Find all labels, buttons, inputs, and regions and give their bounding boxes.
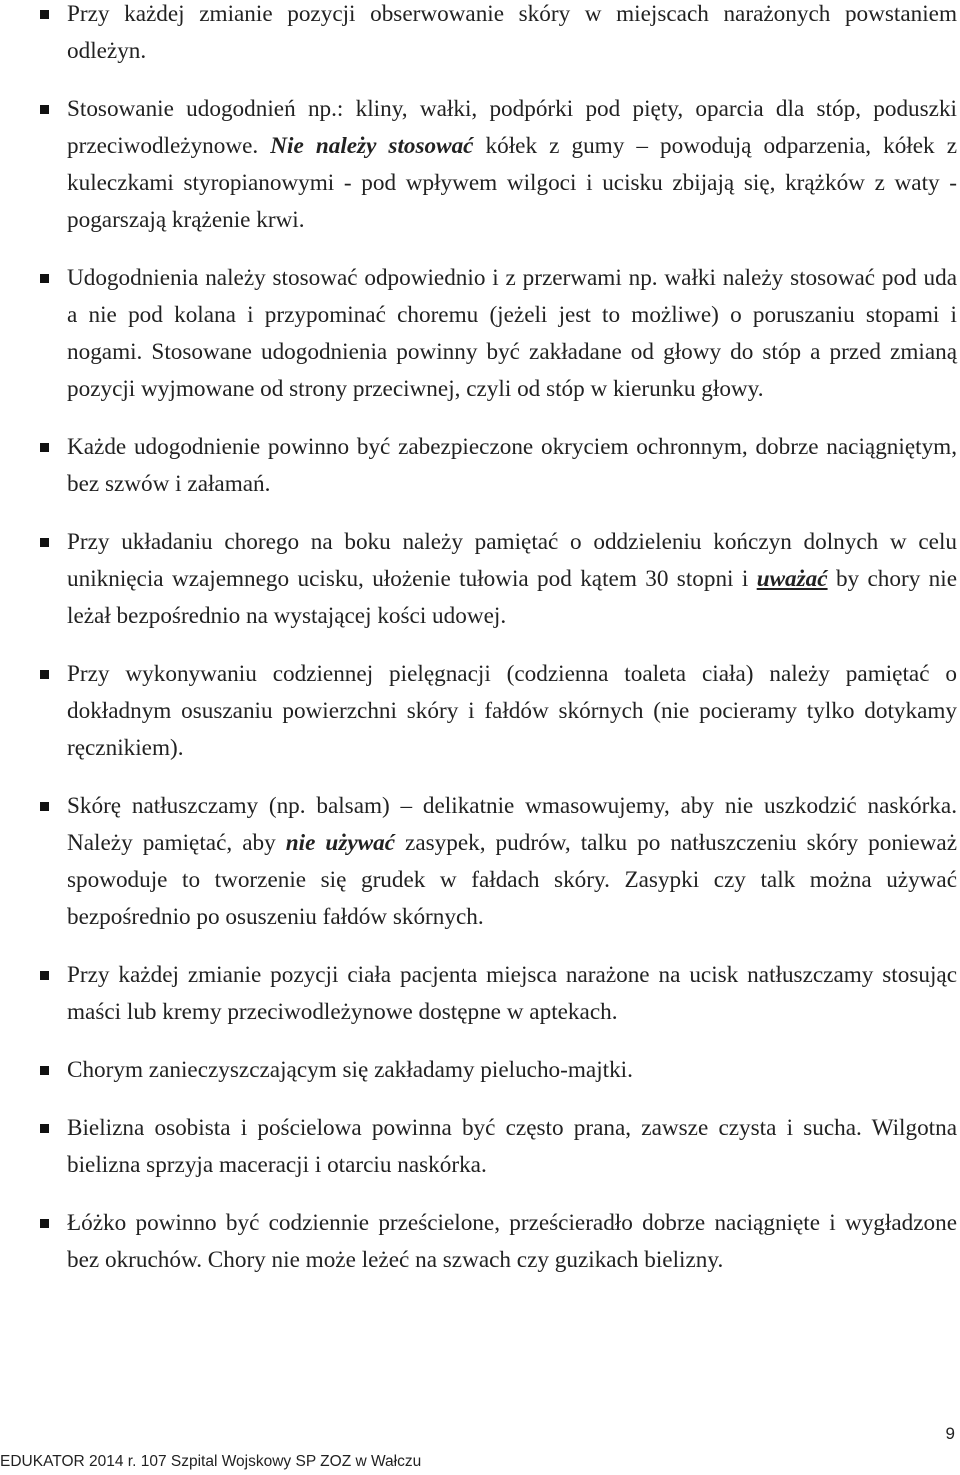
item-text: zasypek, pudrów, talku po natłuszczeniu skóry ponieważ spowoduje to tworzenie się grudek w fałdach skóry. Zasypki czy talk można używać bezpośrednio po osuszeniu fałdów skórnych. (67, 830, 957, 930)
item-text: Skórę natłuszczamy (np. balsam) – delikatnie wmasowujemy, aby nie uszkodzić naskórka. Należy pamiętać, aby (67, 793, 957, 856)
list-item (0, 260, 960, 408)
list-item (0, 429, 960, 503)
square-bullet-icon (40, 1066, 49, 1075)
item-text: Stosowanie udogodnień np.: kliny, wałki, podpórki pod pięty, oparcia dla stóp, poduszki przeciwodleżynowe. (67, 96, 957, 159)
square-bullet-icon (40, 1219, 49, 1228)
item-text: Przy wykonywaniu codziennej pielęgnacji (codzienna toaleta ciała) należy pamiętać o dokładnym osuszaniu powierzchni skóry i fałdów skórnych (nie pocieramy tylko dotykamy ręcznikiem). (67, 661, 957, 761)
footer-text: EDUKATOR 2014 r. 107 Szpital Wojskowy SP ZOZ w Wałczu (0, 1453, 422, 1470)
item-text: Przy każdej zmianie pozycji obserwowanie skóry w miejscach narażonych powstaniem odleżyn. (67, 1, 957, 64)
square-bullet-icon (40, 802, 49, 811)
item-text: Każde udogodnienie powinno być zabezpieczone okryciem ochronnym, dobrze naciągniętym, bez szwów i załamań. (67, 434, 957, 497)
square-bullet-icon (40, 1124, 49, 1133)
item-text: Przy układaniu chorego na boku należy pamiętać o oddzieleniu kończyn dolnych w celu uniknięcia wzajemnego ucisku, ułożenie tułowia pod kątem 30 stopni i (67, 529, 957, 592)
item-text: Bielizna osobista i pościelowa powinna być często prana, zawsze czysta i sucha. Wilgotna bielizna sprzyja maceracji i otarciu naskórka. (67, 1115, 957, 1178)
square-bullet-icon (40, 670, 49, 679)
item-text: Udogodnienia należy stosować odpowiednio i z przerwami np. wałki należy stosować pod uda a nie pod kolana i przypominać choremu (jeżeli jest to możliwe) o poruszaniu stopami i nogami. Stosowane udogodnienia powinny być zakładane od głowy do stóp a przed zmianą pozycji wyjmowane od strony przeciwnej, czyli od stóp w kierunku głowy. (67, 265, 957, 402)
square-bullet-icon (40, 274, 49, 283)
emphasis-text: nie używać (285, 830, 395, 856)
item-text: by chory nie leżał bezpośrednio na wystającej kości udowej. (67, 566, 957, 629)
emphasis-text: uważać (756, 566, 828, 592)
list-item (0, 788, 960, 936)
square-bullet-icon (40, 538, 49, 547)
item-text: kółek z gumy – powodują odparzenia, kółek z kuleczkami styropianowymi - pod wpływem wilgoci i ucisku zbijają się, krążków z waty - pogarszają krążenie krwi. (67, 133, 957, 233)
emphasis-text: Nie należy stosować (270, 133, 474, 159)
list-item (0, 656, 960, 767)
list-item (0, 0, 960, 70)
list-item (0, 957, 960, 1031)
list-item (0, 1110, 960, 1184)
item-text: Przy każdej zmianie pozycji ciała pacjenta miejsca narażone na ucisk natłuszczamy stosując maści lub kremy przeciwodleżynowe dostępne w aptekach. (67, 962, 957, 1025)
square-bullet-icon (40, 105, 49, 114)
item-text: Łóżko powinno być codziennie prześcielone, prześcieradło dobrze naciągnięte i wygładzone bez okruchów. Chory nie może leżeć na szwach czy guzikach bielizny. (67, 1210, 957, 1273)
list-item (0, 524, 960, 635)
square-bullet-icon (40, 10, 49, 19)
list-item (0, 91, 960, 239)
square-bullet-icon (40, 443, 49, 452)
item-text: Chorym zanieczyszczającym się zakładamy pielucho-majtki. (67, 1057, 633, 1083)
list-item (0, 1205, 960, 1279)
square-bullet-icon (40, 971, 49, 980)
list-item (0, 1052, 960, 1089)
page-number: 9 (945, 1424, 955, 1443)
